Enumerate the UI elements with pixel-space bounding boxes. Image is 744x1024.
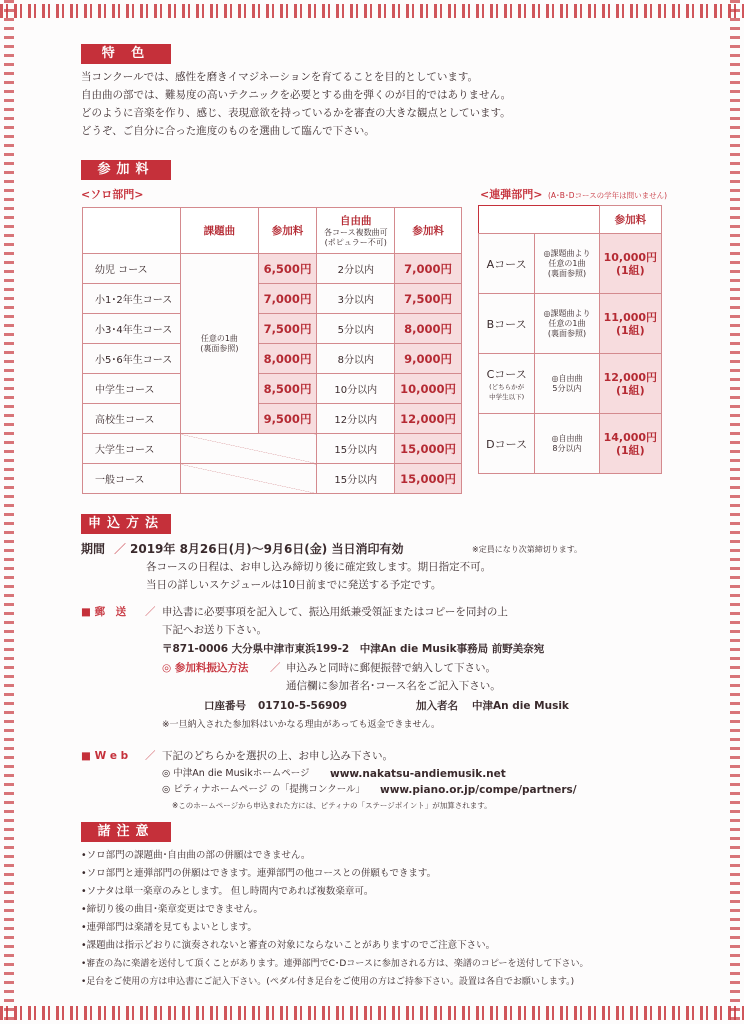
site2-label: ◎ ピティナホームページ の「提携コンクール」	[162, 784, 365, 795]
duet-row	[479, 354, 662, 414]
caution-item: •ソロ部門の課題曲･自由曲の部の併願はできません。	[81, 850, 311, 861]
duet-piece: ◎自由曲 8分以内	[535, 414, 599, 474]
solo-fee2: 12,000円	[395, 404, 462, 434]
duet-piece: ◎課題曲より 任意の1曲 (裏面参照)	[535, 294, 599, 354]
solo-row	[83, 254, 462, 284]
solo-header-jiyu: 自由曲 各コース複数曲可 (ポピュラー不可)	[317, 208, 395, 254]
holder-label: 加入者名	[416, 700, 458, 712]
solo-course: 小1･2年生コース	[83, 284, 181, 314]
duet-fee: 14,000円 (1組)	[599, 414, 661, 474]
features-line-3: どのように音楽を作り、感じ、表現意欲を持っているかを審査の大きな観点としています。	[81, 107, 511, 119]
solo-fee2: 15,000円	[395, 464, 462, 494]
solo-jiyu: 2分以内	[317, 254, 395, 284]
solo-header-kadai: 課題曲	[181, 208, 259, 254]
decorative-border-right	[730, 0, 740, 1024]
solo-fee1: 8,000円	[258, 344, 317, 374]
refund-note: ※一旦納入された参加料はいかなる理由があっても返金できません。	[162, 720, 440, 730]
duet-piece: ◎自由曲 5分以内	[535, 354, 599, 414]
period-value: 2019年 8月26日(月)～9月6日(金) 当日消印有効	[130, 542, 404, 556]
mail-label: ■ 郵 送	[81, 606, 127, 618]
solo-jiyu: 5分以内	[317, 314, 395, 344]
solo-fee2: 15,000円	[395, 434, 462, 464]
duet-note: (A･B･Dコースの学年は問いません)	[548, 191, 668, 200]
solo-header-fee1: 参加料	[258, 208, 317, 254]
solo-kadai-note: 任意の1曲 (裏面参照)	[181, 254, 259, 434]
solo-fee2: 9,000円	[395, 344, 462, 374]
solo-fee1: 7,000円	[258, 284, 317, 314]
pay-slash: ／	[270, 662, 281, 674]
duet-fee-table	[478, 205, 662, 474]
solo-course: 大学生コース	[83, 434, 181, 464]
apply-note-1: 各コースの日程は、お申し込み締切り後に確定致します。期日指定不可。	[146, 561, 492, 573]
solo-header-jiyu-note: 各コース複数曲可 (ポピュラー不可)	[323, 228, 388, 247]
mail-address: 〒871-0006 大分県中津市東浜199-2 中津An die Musik事務局 前野美奈宛	[162, 643, 545, 655]
solo-row	[83, 314, 462, 344]
duet-row	[479, 414, 662, 474]
period-note: ※定員になり次第締切ります。	[472, 545, 583, 554]
decorative-border-left	[4, 0, 14, 1024]
features-heading: 特 色	[81, 44, 171, 64]
account-number: 01710-5-56909	[258, 700, 348, 712]
fees-heading: 参加料	[81, 160, 171, 180]
solo-fee2: 8,000円	[395, 314, 462, 344]
duet-fee: 10,000円 (1組)	[599, 234, 661, 294]
duet-row	[479, 234, 662, 294]
solo-fee1: 9,500円	[258, 404, 317, 434]
solo-course: 中学生コース	[83, 374, 181, 404]
web-slash: ／	[145, 750, 156, 762]
caution-item: •連弾部門は楽譜を見てもよいとします。	[81, 922, 257, 933]
solo-jiyu: 10分以内	[317, 374, 395, 404]
solo-course: 幼児 コース	[83, 254, 181, 284]
solo-fee2: 7,000円	[395, 254, 462, 284]
solo-course: 一般コース	[83, 464, 181, 494]
solo-row	[83, 464, 462, 494]
web-note: ※このホームページから申込まれた方には、ピティナの「ステージポイント」が加算されます。	[172, 801, 492, 810]
solo-row	[83, 284, 462, 314]
web-line-1: 下記のどちらかを選択の上、お申し込み下さい。	[162, 750, 393, 762]
caution-item: •足台をご使用の方は申込書にご記入下さい。(ペダル付き足台をご使用の方はご持参下さい。設置は各自でお願いします。)	[81, 977, 575, 987]
solo-jiyu: 8分以内	[317, 344, 395, 374]
solo-fee1: 7,500円	[258, 314, 317, 344]
solo-jiyu: 15分以内	[317, 434, 395, 464]
duet-label: <連弾部門>	[480, 188, 543, 201]
duet-fee: 12,000円 (1組)	[599, 354, 661, 414]
solo-course: 高校生コース	[83, 404, 181, 434]
web-label: ■ W e b	[81, 750, 129, 762]
site1-link[interactable]: www.nakatsu-andiemusik.net	[330, 768, 506, 780]
solo-row	[83, 374, 462, 404]
duet-piece: ◎課題曲より 任意の1曲 (裏面参照)	[535, 234, 599, 294]
pay-label: ◎ 参加料振込方法	[162, 662, 249, 674]
holder-name: 中津An die Musik	[472, 700, 569, 712]
features-line-4: どうぞ、ご自分に合った進度のものを選曲して臨んで下さい。	[81, 125, 375, 137]
period-label: 期間	[81, 542, 106, 556]
pay-line-2: 通信欄に参加者名･コース名をご記入下さい。	[286, 680, 501, 692]
mail-line-2: 下記へお送り下さい。	[162, 624, 267, 636]
pay-line-1: 申込みと同時に郵便振替で納入して下さい。	[286, 662, 496, 674]
caution-item: •審査の為に楽譜を送付して頂くことがあります。連弾部門でC･Dコースに参加される方は、楽譜のコピーを送付して下さい。	[81, 959, 589, 969]
caution-item: •課題曲は指示どおりに演奏されないと審査の対象にならないことがありますのでご注意下さい。	[81, 940, 496, 951]
solo-row	[83, 344, 462, 374]
duet-course: Cコース (どちらかが 中学生以下)	[479, 354, 535, 414]
solo-na-cell	[181, 434, 317, 464]
solo-fee2: 10,000円	[395, 374, 462, 404]
cautions-heading: 諸注意	[81, 822, 171, 842]
decorative-border-top	[0, 4, 744, 18]
site2-link[interactable]: www.piano.or.jp/compe/partners/	[380, 784, 577, 796]
features-line-1: 当コンクールでは、感性を磨きイマジネーションを育てることを目的としています。	[81, 71, 479, 83]
duet-course: Bコース	[479, 294, 535, 354]
solo-fee1: 6,500円	[258, 254, 317, 284]
apply-note-2: 当日の詳しいスケジュールは10日前までに発送する予定です。	[146, 579, 442, 591]
solo-header-course	[83, 208, 181, 254]
solo-jiyu: 12分以内	[317, 404, 395, 434]
caution-item: •締切り後の曲目･楽章変更はできません。	[81, 904, 263, 915]
site1-label: ◎ 中津An die Musikホームページ	[162, 768, 310, 779]
decorative-border-bottom	[0, 1006, 744, 1020]
solo-label: <ソロ部門>	[81, 188, 144, 201]
solo-na-cell	[181, 464, 317, 494]
features-line-2: 自由曲の部では、難易度の高いテクニックを必要とする曲を弾くのが目的ではありません。	[81, 89, 512, 101]
apply-heading: 申込方法	[81, 514, 171, 534]
solo-jiyu: 3分以内	[317, 284, 395, 314]
solo-fee-table	[82, 207, 462, 494]
caution-item: •ソナタは単一楽章のみとします。 但し時間内であれば複数楽章可。	[81, 886, 374, 897]
solo-course: 小3･4年生コース	[83, 314, 181, 344]
caution-item: •ソロ部門と連弾部門の併願はできます。連弾部門の他コースとの併願もできます。	[81, 868, 437, 879]
mail-line-1: 申込書に必要事項を記入して、振込用紙兼受領証またはコピーを同封の上	[162, 606, 508, 618]
solo-fee1: 8,500円	[258, 374, 317, 404]
duet-fee: 11,000円 (1組)	[599, 294, 661, 354]
duet-course: Aコース	[479, 234, 535, 294]
duet-header-fee: 参加料	[599, 206, 661, 234]
solo-row	[83, 434, 462, 464]
period-slash: ／	[114, 542, 127, 556]
account-label: 口座番号	[204, 700, 246, 712]
duet-header-blank	[479, 206, 600, 234]
solo-row	[83, 404, 462, 434]
duet-course: Dコース	[479, 414, 535, 474]
solo-course: 小5･6年生コース	[83, 344, 181, 374]
duet-row	[479, 294, 662, 354]
solo-header-fee2: 参加料	[395, 208, 462, 254]
solo-jiyu: 15分以内	[317, 464, 395, 494]
solo-fee2: 7,500円	[395, 284, 462, 314]
mail-slash: ／	[145, 606, 156, 618]
